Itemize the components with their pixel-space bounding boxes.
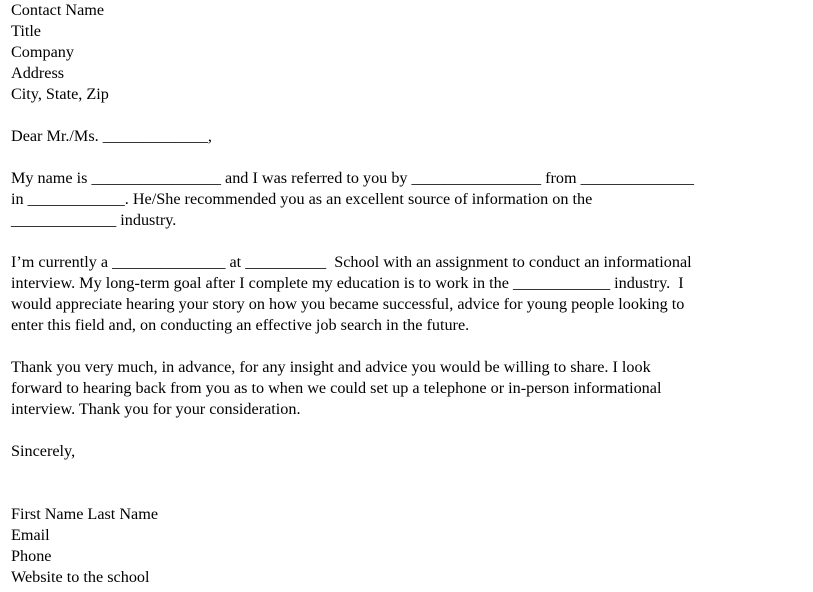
spacer (11, 420, 806, 441)
paragraph-introduction (11, 168, 806, 231)
paragraph-thanks (11, 357, 806, 420)
recipient-title: Title (11, 22, 41, 40)
sender-website: Website to the school (11, 568, 150, 586)
paragraph-line: would appreciate hearing your story on how you became successful, advice for young people looking to (11, 295, 685, 313)
paragraph-line: enter this field and, on conducting an effective job search in the future. (11, 316, 470, 334)
paragraph-purpose (11, 252, 806, 336)
spacer (11, 105, 806, 126)
paragraph-line: interview. Thank you for your consideration. (11, 400, 301, 418)
letter-document (11, 0, 806, 588)
recipient-company: Company (11, 43, 74, 61)
recipient-contact-name: Contact Name (11, 1, 105, 19)
paragraph-line: in ____________. He/She recommended you as an excellent source of information on the (11, 190, 593, 208)
paragraph-line: My name is ________________ and I was referred to you by ________________ from ______________ (11, 169, 694, 187)
sender-phone: Phone (11, 547, 52, 565)
sender-email: Email (11, 526, 50, 544)
recipient-address: Address (11, 64, 65, 82)
spacer (11, 231, 806, 252)
spacer (11, 147, 806, 168)
signature-space (11, 462, 806, 504)
paragraph-line: interview. My long-term goal after I complete my education is to work in the ____________ industry. I (11, 274, 684, 292)
spacer (11, 336, 806, 357)
salutation: Dear Mr./Ms. _____________, (11, 127, 212, 145)
sender-block (11, 504, 806, 588)
paragraph-line: Thank you very much, in advance, for any insight and advice you would be willing to share. I look (11, 358, 651, 376)
paragraph-line: forward to hearing back from you as to when we could set up a telephone or in-person informational (11, 379, 662, 397)
sender-name: First Name Last Name (11, 505, 158, 523)
recipient-block (11, 0, 806, 105)
paragraph-line: _____________ industry. (11, 211, 177, 229)
paragraph-line: I’m currently a ______________ at __________ School with an assignment to conduct an informational (11, 253, 692, 271)
recipient-city-state-zip: City, State, Zip (11, 85, 109, 103)
closing: Sincerely, (11, 442, 76, 460)
